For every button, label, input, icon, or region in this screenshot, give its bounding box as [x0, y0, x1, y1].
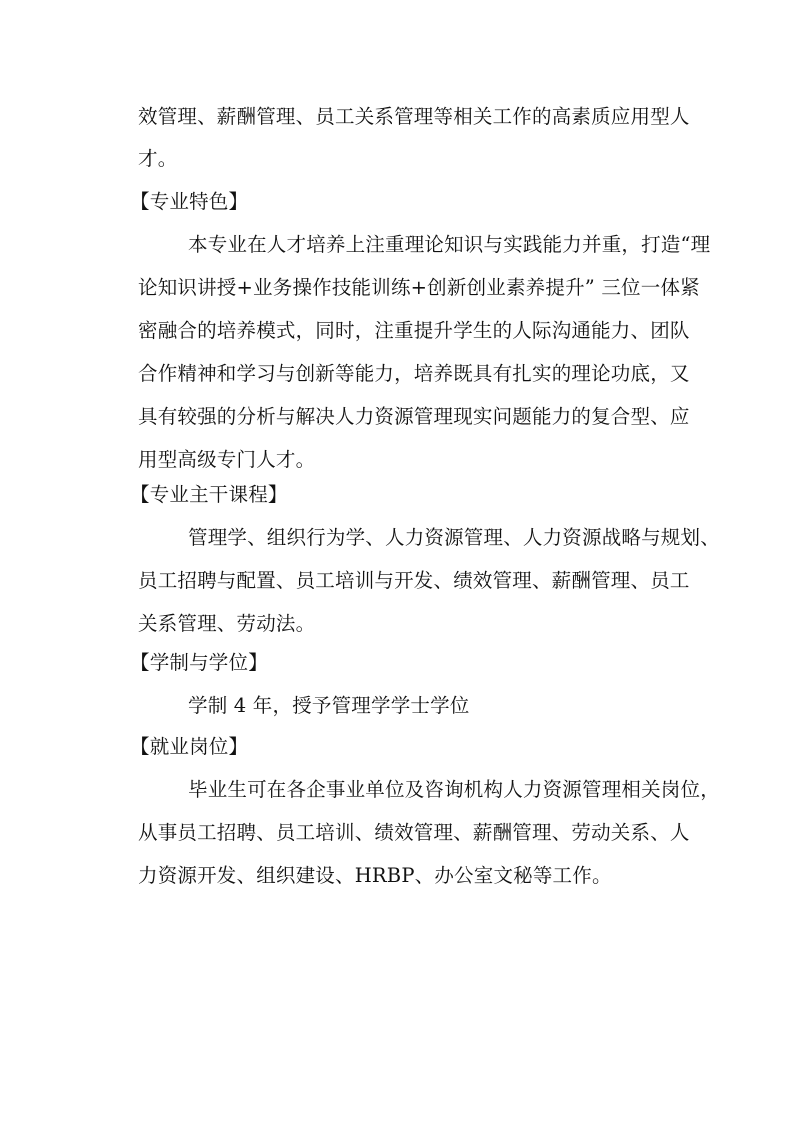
section-heading-degree: 【学制与学位】: [130, 651, 268, 674]
careers-line-2: 从事员工招聘、员工培训、绩效管理、薪酬管理、劳动关系、人: [138, 821, 690, 844]
features-line-1: 本专业在人才培养上注重理论知识与实践能力并重，打造“理: [188, 233, 711, 256]
courses-line-1: 管理学、组织行为学、人力资源管理、人力资源战略与规划、: [188, 526, 720, 549]
features-line-3: 密融合的培养模式，同时，注重提升学生的人际沟通能力、团队: [138, 319, 690, 342]
courses-line-3: 关系管理、劳动法。: [138, 612, 316, 635]
careers-line-3: 力资源开发、组织建设、HRBP、办公室文秘等工作。: [138, 864, 612, 887]
intro-line-2: 才。: [138, 147, 178, 170]
careers-line-1: 毕业生可在各企事业单位及咨询机构人力资源管理相关岗位，: [188, 778, 720, 801]
features-line-4: 合作精神和学习与创新等能力，培养既具有扎实的理论功底，又: [138, 362, 690, 385]
degree-line-1: 学制 4 年，授予管理学学士学位: [188, 694, 470, 717]
courses-line-2: 员工招聘与配置、员工培训与开发、绩效管理、薪酬管理、员工: [138, 569, 690, 592]
features-line-6: 用型高级专门人才。: [138, 448, 316, 471]
section-heading-features: 【专业特色】: [130, 190, 249, 213]
section-heading-careers: 【就业岗位】: [130, 735, 249, 758]
features-line-2: 论知识讲授+业务操作技能训练+创新创业素养提升” 三位一体紧: [138, 276, 700, 299]
section-heading-courses: 【专业主干课程】: [130, 483, 288, 506]
intro-line-1: 效管理、薪酬管理、员工关系管理等相关工作的高素质应用型人: [138, 105, 690, 128]
features-line-5: 具有较强的分析与解决人力资源管理现实问题能力的复合型、应: [138, 405, 690, 428]
